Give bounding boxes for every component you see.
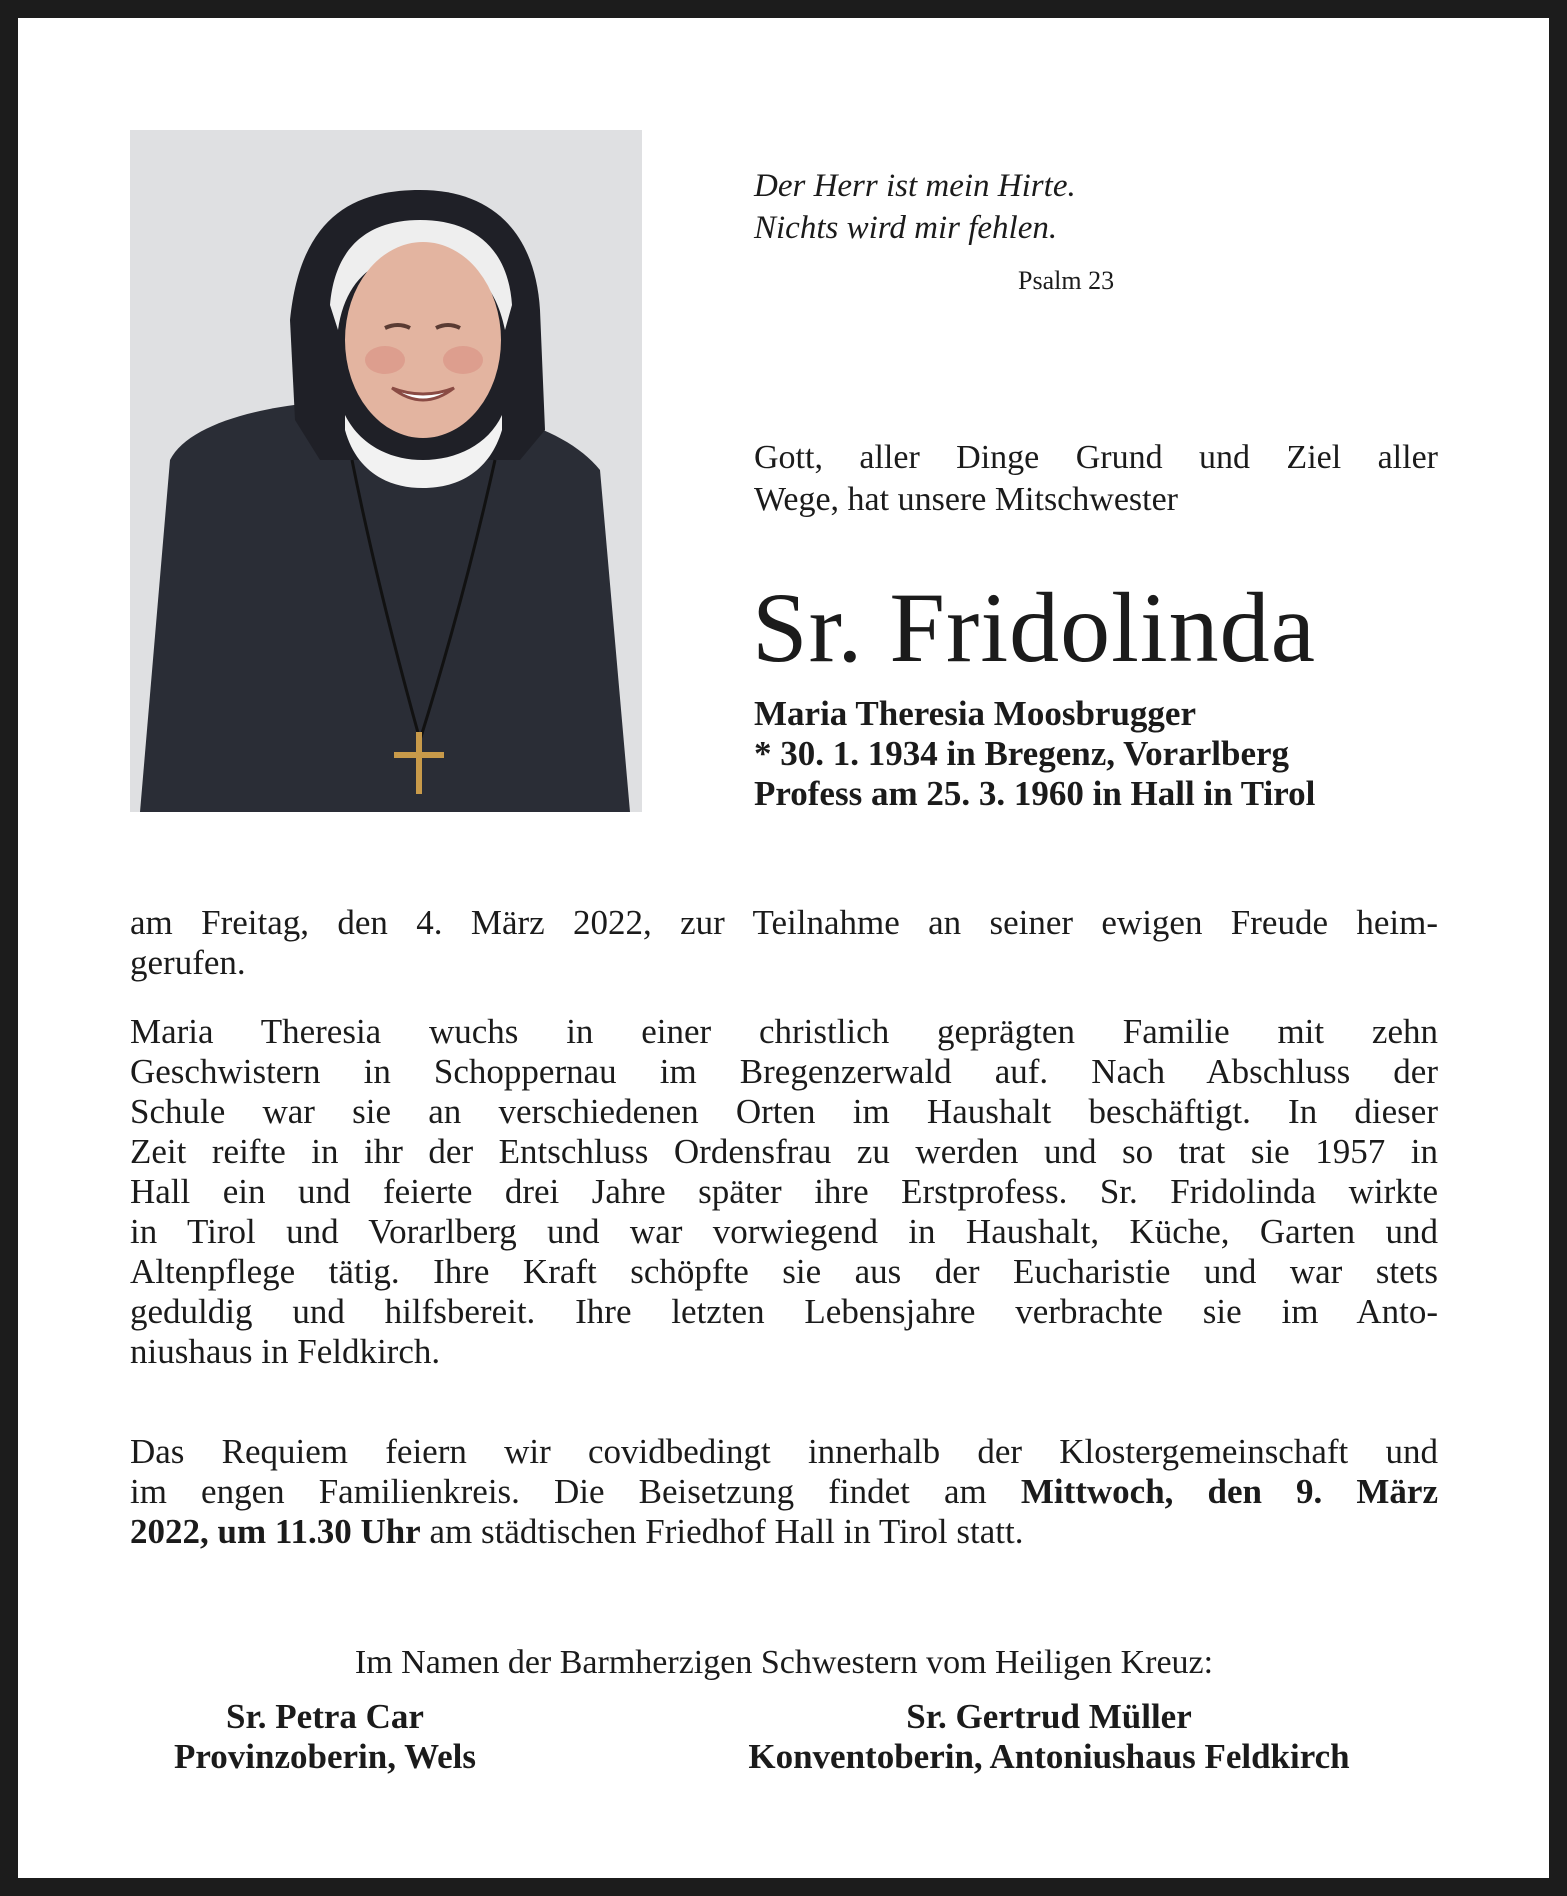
text-line: Geschwistern in Schoppernau im Bregenzerwald auf. Nach Abschluss der (130, 1052, 1438, 1091)
deceased-name: Sr. Fridolinda (752, 572, 1317, 683)
text-fragment: im engen Familienkreis. Die Beisetzung findet am (130, 1472, 1021, 1511)
quote-reference: Psalm 23 (1018, 266, 1115, 295)
portrait-photo (130, 130, 642, 812)
bible-quote (754, 165, 1274, 249)
text-line (130, 1472, 1438, 1512)
funeral-time: 2022, um 11.30 Uhr (130, 1512, 421, 1551)
text-line: Zeit reifte in ihr der Entschluss Ordensfrau zu werden und so trat sie 1957 in (130, 1132, 1438, 1171)
birth-info: * 30. 1. 1934 in Bregenz, Vorarlberg (754, 734, 1290, 773)
text-line: Das Requiem feiern wir covidbedingt innerhalb der Klostergemeinschaft und (130, 1432, 1438, 1471)
signatory-name: Sr. Gertrud Müller (906, 1697, 1192, 1736)
signature-right (660, 1697, 1438, 1777)
signatory-name: Sr. Petra Car (226, 1697, 424, 1736)
deceased-details (754, 694, 1454, 814)
text-line: in Tirol und Vorarlberg und war vorwiegend in Haushalt, Küche, Garten und (130, 1212, 1438, 1251)
text-line: am Freitag, den 4. März 2022, zur Teilnahme an seiner ewigen Freude heim- (130, 903, 1438, 942)
biography-paragraph (130, 1012, 1438, 1372)
intro-text (754, 437, 1438, 521)
funeral-info-paragraph (130, 1432, 1438, 1552)
signatory-title: Provinzoberin, Wels (173, 1737, 477, 1776)
text-fragment: am städtischen Friedhof Hall in Tirol statt. (420, 1512, 1024, 1551)
quote-line-2: Nichts wird mir fehlen. (754, 210, 1058, 246)
text-line (130, 1512, 1438, 1552)
signoff-intro: Im Namen der Barmherzigen Schwestern vom Heiligen Kreuz: (354, 1644, 1214, 1681)
text-line: Schule war sie an verschiedenen Orten im Haushalt beschäftigt. In dieser (130, 1092, 1438, 1131)
text-line: Hall ein und feierte drei Jahre später ihre Erstprofess. Sr. Fridolinda wirkte (130, 1172, 1438, 1211)
signatory-title: Konventoberin, Antoniushaus Feldkirch (748, 1737, 1350, 1776)
text-line: gerufen. (130, 943, 246, 982)
signature-left (130, 1697, 520, 1777)
birth-name: Maria Theresia Moosbrugger (754, 694, 1196, 733)
text-line: geduldig und hilfsbereit. Ihre letzten Lebensjahre verbrachte sie im Anto- (130, 1292, 1438, 1331)
intro-line-2: Wege, hat unsere Mitschwester (754, 481, 1179, 518)
text-line: Maria Theresia wuchs in einer christlich geprägten Familie mit zehn (130, 1012, 1438, 1051)
quote-line-1: Der Herr ist mein Hirte. (754, 168, 1076, 204)
funeral-date: Mittwoch, den 9. März (1020, 1472, 1438, 1511)
text-line: Altenpflege tätig. Ihre Kraft schöpfte sie aus der Eucharistie und war stets (130, 1252, 1438, 1291)
intro-line-1: Gott, aller Dinge Grund und Ziel aller (754, 439, 1438, 476)
profession-info: Profess am 25. 3. 1960 in Hall in Tirol (754, 774, 1316, 813)
death-announcement (130, 903, 1438, 983)
text-line: niushaus in Feldkirch. (130, 1332, 441, 1371)
